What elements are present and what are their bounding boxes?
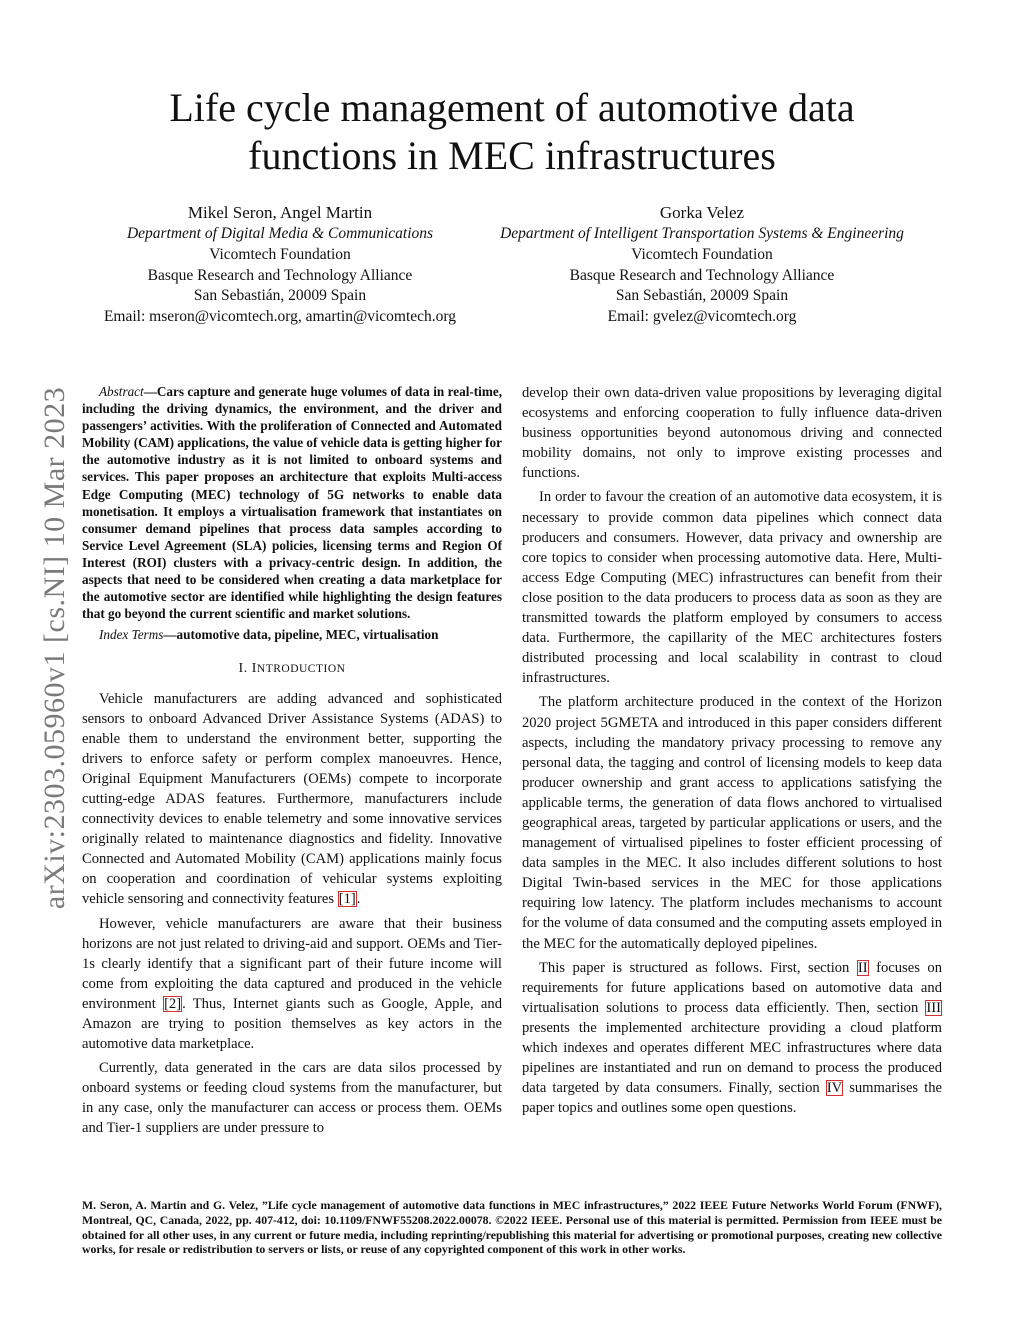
- author-block-2: [470, 202, 934, 328]
- author-alliance: Basque Research and Technology Alliance: [569, 266, 835, 284]
- section-heading-introduction: [82, 659, 502, 679]
- intro-paragraph-2: [82, 914, 502, 1055]
- abstract-label: Abstract: [99, 384, 144, 399]
- paragraph-text: presents the implemented architecture providing a cloud platform which indexes and operates different MEC infrastructures where data pipelines are instantiated and run on demand to process the produced data targeted by data consumers. Finally, section: [522, 1019, 942, 1097]
- copyright-footer: M. Seron, A. Martin and G. Velez, ”Life cycle management of automotive data functions in MEC infrastructures,” 2022 IEEE Future Networks World Forum (FNWF), Montreal, QC, Canada, 2022, pp. 407-412, doi: 10.1109/FNWF55208.2022.00078. ©2022 IEEE. Personal use of this material is permitted. Permission from IEEE must be obtained for all other uses, in any current or future media, including reprinting/republishing this material for advertising or promotional purposes, creating new collective works, for resale or redistribution to servers or lists, or reuse of any copyrighted component of this work in other works.: [82, 1198, 942, 1257]
- section-number: I.: [238, 661, 252, 677]
- arxiv-identifier: arXiv:2303.05960v1 [cs.NI] 10 Mar 2023: [38, 386, 71, 910]
- paragraph-text: This paper is structured as follows. First, section: [539, 959, 857, 976]
- author-department: Department of Digital Media & Communications: [126, 225, 434, 242]
- section-link-2[interactable]: II: [857, 959, 868, 976]
- intro-paragraph-6: [522, 958, 942, 1119]
- paragraph-text: However, vehicle manufacturers are aware that their business horizons are not just related to driving-aid and support. OEMs and Tier-1s clearly identify that a significant part of their future income will come from exploiting the data captured and produced in the vehicle environment: [82, 915, 502, 1012]
- title-line-2: functions in MEC infrastructures: [248, 133, 776, 178]
- author-alliance: Basque Research and Technology Alliance: [147, 266, 413, 284]
- author-names: Gorka Velez: [659, 203, 745, 222]
- intro-paragraph-4: In order to favour the creation of an automotive data ecosystem, it is necessary to provide common data pipelines which connect data producers and consumers. However, data privacy and ownership are core topics to consider when processing automotive data. Here, Multi-access Edge Computing (MEC) infrastructures can benefit from their close position to the data producers to process data as soon as they are transmitted towards the platform employed by consumers to access data. Furthermore, the capillarity of the MEC architectures fosters distributed processing and local scalability in contrast to cloud infrastructures.: [522, 489, 942, 687]
- index-terms: [82, 626, 502, 643]
- index-terms-label: Index Terms: [99, 627, 164, 643]
- section-title-rest: NTRODUCTION: [256, 663, 346, 676]
- author-city: San Sebastián, 20009 Spain: [615, 287, 789, 305]
- author-names: Mikel Seron, Angel Martin: [187, 203, 373, 222]
- paragraph-text: summarises the paper topics and outlines some open questions.: [522, 1080, 942, 1117]
- author-organization: Vicomtech Foundation: [209, 245, 351, 263]
- citation-link-1[interactable]: [1]: [338, 891, 356, 908]
- author-department: Department of Intelligent Transportation Systems & Engineering: [500, 225, 904, 242]
- section-link-3[interactable]: III: [926, 999, 941, 1016]
- author-email: Email: mseron@vicomtech.org, amartin@vicomtech.org: [103, 308, 457, 326]
- section-link-4[interactable]: IV: [826, 1080, 843, 1097]
- paragraph-text: .: [356, 891, 361, 908]
- paragraph-text: Vehicle manufacturers are adding advanced and sophisticated sensors to onboard Advanced Driver Assistance Systems (ADAS) to enable them to understand the environment better, supporting the drivers to enforce safety or perform complex manoeuvres. Hence, Original Equipment Manufacturers (OEMs) compete to incorporate cutting-edge ADAS features. Furthermore, manufacturers include connectivity devices to enable telemetry and some innovative services originally related to maintenance diagnostics and fidelity. Innovative Connected and Automated Mobility (CAM) applications mainly focus on cooperation and coordination of vehicular systems exploiting vehicle sensoring and connectivity features: [82, 690, 502, 908]
- author-email: Email: gvelez@vicomtech.org: [607, 308, 797, 326]
- citation-link-2[interactable]: [2]: [164, 995, 182, 1012]
- author-city: San Sebastián, 20009 Spain: [193, 287, 367, 305]
- abstract-text: —Cars capture and generate huge volumes of data in real-time, including the driving dynamics, the environment, and the driver and passengers’ activities. With the proliferation of Connected and Automated Mobility (CAM) applications, the value of vehicle data is getting higher for the automotive industry as it is not limited to onboard systems and services. This paper proposes an architecture that exploits Multi-access Edge Computing (MEC) technology of 5G networks to enable data monetisation. It employs a virtualisation framework that instantiates on consumer demand pipelines that process data samples according to Service Level Agreement (SLA) policies, licensing terms and Region Of Interest (ROI) clusters with a privacy-centric design. In addition, the aspects that need to be considered when creating a data marketplace for the automotive sector are identified while highlighting the design features that go beyond the current scientific and market solutions.: [82, 384, 502, 622]
- index-terms-text: —automotive data, pipeline, MEC, virtualisation: [163, 627, 439, 643]
- intro-paragraph-1: [82, 689, 502, 910]
- author-organization: Vicomtech Foundation: [631, 245, 773, 263]
- section-title-initial: I: [251, 661, 257, 677]
- paper-title: [80, 84, 944, 180]
- paragraph-text: focuses on requirements for future applications based on automotive data and virtualisation solutions to process data efficiently. Then, section: [522, 959, 942, 1016]
- paragraph-text: . Thus, Internet giants such as Google, Apple, and Amazon are trying to position themselves as key actors in the automotive data marketplace.: [82, 995, 502, 1053]
- abstract: [82, 383, 502, 622]
- left-column: [82, 383, 502, 1139]
- intro-paragraph-3-continued: develop their own data-driven value propositions by leveraging digital ecosystems and enforcing cooperation to fully influence data-driven business opportunities beyond autonomous driving and connected mobility domains, not only to improve existing processes and functions.: [522, 385, 942, 482]
- title-line-1: Life cycle management of automotive data: [169, 85, 855, 130]
- intro-paragraph-3: Currently, data generated in the cars are data silos processed by onboard systems or feeding cloud systems from the manufacturer, but in any case, only the manufacturer can access or process them. OEMs and Tier-1 suppliers are under pressure to: [82, 1060, 502, 1137]
- intro-paragraph-5: The platform architecture produced in the context of the Horizon 2020 project 5GMETA and introduced in this paper considers different aspects, including the mandatory privacy processing to remove any personal data, the tagging and control of licensing models to keep data producer ownership and grant access to applications satisfying the applicable terms, the generation of data flows anchored to virtualised geographical areas, targeted by particular applications or users, and the management of virtualised pipelines to foster efficient processing of data samples in the MEC. It also includes different solutions to host Digital Twin-based services in the MEC for those applications requiring low latency. The platform includes mechanisms to account for the volume of data consumed and the computing assets employed in the MEC for the automatically deployed pipelines.: [522, 694, 942, 952]
- author-block-1: [60, 202, 500, 328]
- right-column: [522, 383, 942, 1118]
